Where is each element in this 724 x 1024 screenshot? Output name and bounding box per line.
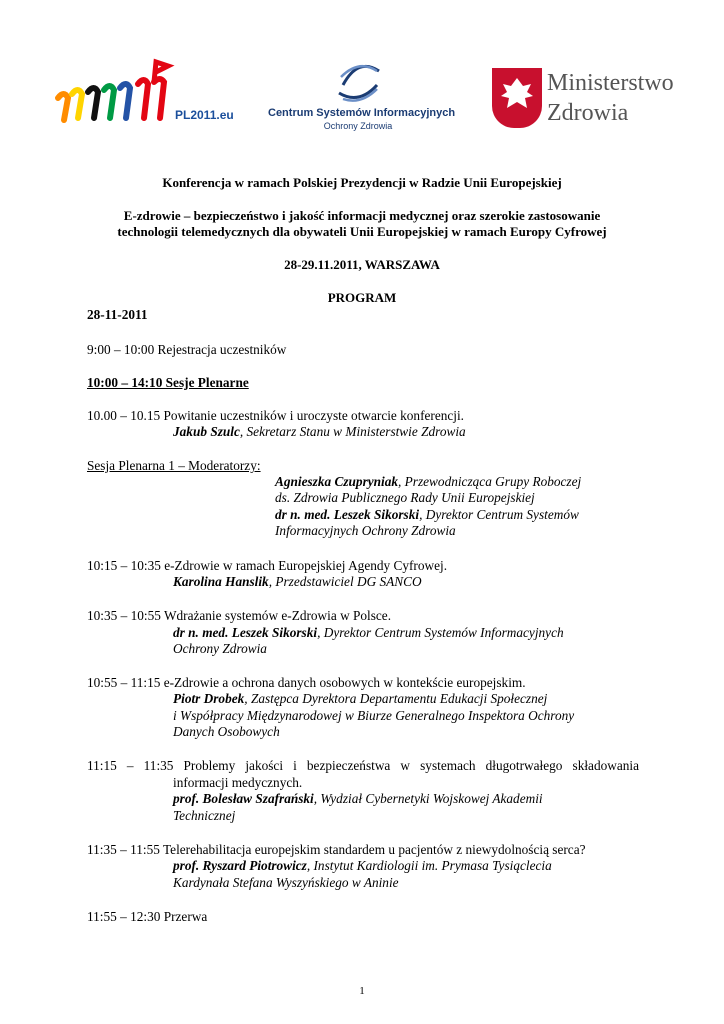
speaker-role: , Zastępca Dyrektora Departamentu Edukacji Społecznej (244, 691, 548, 706)
speaker-name: dr n. med. Leszek Sikorski (173, 625, 318, 640)
talk4-line1: 11:15 – 11:35 Problemy jakości i bezpieczeństwa w systemach długotrwałego składowania (87, 758, 639, 773)
title-line-1: E-zdrowie – bezpieczeństwo i jakość informacji medycznej oraz szerokie zastosowanie (123, 208, 601, 223)
welcome-item: 10.00 – 10.15 Powitanie uczestników i uroczyste otwarcie konferencji. (87, 408, 465, 423)
title-line-2: technologii telemedycznych dla obywateli Unii Europejskiej w ramach Europy Cyfrowej (117, 224, 607, 239)
speaker-name: prof. Ryszard Piotrowicz (173, 858, 307, 873)
pl2011-logo (50, 58, 245, 138)
csio-swirl-icon (333, 55, 383, 105)
moderator1-role-cont: ds. Zdrowia Publicznego Rady Unii Europejskiej (275, 490, 535, 505)
talk3: 10:55 – 11:15 e-Zdrowie a ochrona danych osobowych w kontekście europejskim. (87, 675, 526, 690)
speaker-role: , Wydział Cybernetyki Wojskowej Akademii (313, 791, 543, 806)
moderator1-line (275, 474, 581, 490)
pl2011-text: PL2011.eu (175, 108, 234, 122)
talk2: 10:35 – 10:55 Wdrażanie systemów e-Zdrowia w Polsce. (87, 608, 392, 623)
talk4-line2: informacji medycznych. (173, 775, 303, 790)
conference-heading: Konferencja w ramach Polskiej Prezydencji w Radzie Unii Europejskiej (162, 175, 562, 190)
speaker-name: Karolina Hanslik (173, 574, 269, 589)
moderator2-role-cont: Informacyjnych Ochrony Zdrowia (275, 523, 456, 538)
speaker-name: dr n. med. Leszek Sikorski (275, 507, 420, 522)
eagle-emblem-icon (492, 68, 542, 128)
talk4-speaker (173, 791, 543, 807)
speaker-name: Jakub Szulc (173, 424, 240, 439)
pl2011-strokes-icon (50, 58, 180, 138)
talk1-speaker (173, 574, 422, 590)
speaker-name: Agnieszka Czupryniak (275, 474, 399, 489)
talk4-role-cont: Technicznej (173, 808, 236, 823)
program-heading: PROGRAM (327, 290, 397, 305)
talk5: 11:35 – 11:55 Telerehabilitacja europejskim standardem u pacjentów z niewydolnością serca? (87, 842, 586, 857)
date-place: 28-29.11.2011, WARSZAWA (284, 257, 440, 272)
talk5-role-cont: Kardynała Stefana Wyszyńskiego w Aninie (173, 875, 399, 890)
speaker-role: , Dyrektor Centrum Systemów (419, 507, 579, 522)
talk2-role-cont: Ochrony Zdrowia (173, 641, 267, 656)
ministry-line1: Ministerstwo (547, 70, 674, 96)
ministry-line2: Zdrowia (547, 100, 629, 126)
break-item: 11:55 – 12:30 Przerwa (87, 909, 208, 924)
speaker-role: , Sekretarz Stanu w Ministerstwie Zdrowia (239, 424, 466, 439)
day-date: 28-11-2011 (87, 307, 148, 322)
talk3-role-cont1: i Współpracy Międzynarodowej w Biurze Generalnego Inspektora Ochrony (173, 708, 575, 723)
session1-heading: Sesja Plenarna 1 – Moderatorzy: (87, 458, 261, 473)
registration-item: 9:00 – 10:00 Rejestracja uczestników (87, 342, 287, 357)
speaker-name: Piotr Drobek (173, 691, 245, 706)
speaker-name: prof. Bolesław Szafrański (173, 791, 314, 806)
speaker-role: , Przedstawiciel DG SANCO (268, 574, 422, 589)
welcome-speaker-line (173, 424, 466, 440)
csio-name: Centrum Systemów Informacyjnych (268, 107, 456, 119)
page-number: 1 (359, 985, 365, 997)
plenary-header: 10:00 – 14:10 Sesje Plenarne (87, 375, 249, 390)
speaker-role: , Dyrektor Centrum Systemów Informacyjnych (317, 625, 564, 640)
talk2-speaker (173, 625, 564, 641)
csio-logo (268, 55, 458, 135)
talk1: 10:15 – 10:35 e-Zdrowie w ramach Europejskiej Agendy Cyfrowej. (87, 558, 448, 573)
csio-subname: Ochrony Zdrowia (323, 121, 393, 131)
moderator2-line (275, 507, 579, 523)
speaker-role: , Instytut Kardiologii im. Prymasa Tysiąclecia (306, 858, 552, 873)
talk3-speaker (173, 691, 547, 707)
ministry-logo (492, 68, 682, 134)
talk5-speaker (173, 858, 552, 874)
talk3-role-cont2: Danych Osobowych (173, 724, 280, 739)
speaker-role: , Przewodnicząca Grupy Roboczej (398, 474, 582, 489)
